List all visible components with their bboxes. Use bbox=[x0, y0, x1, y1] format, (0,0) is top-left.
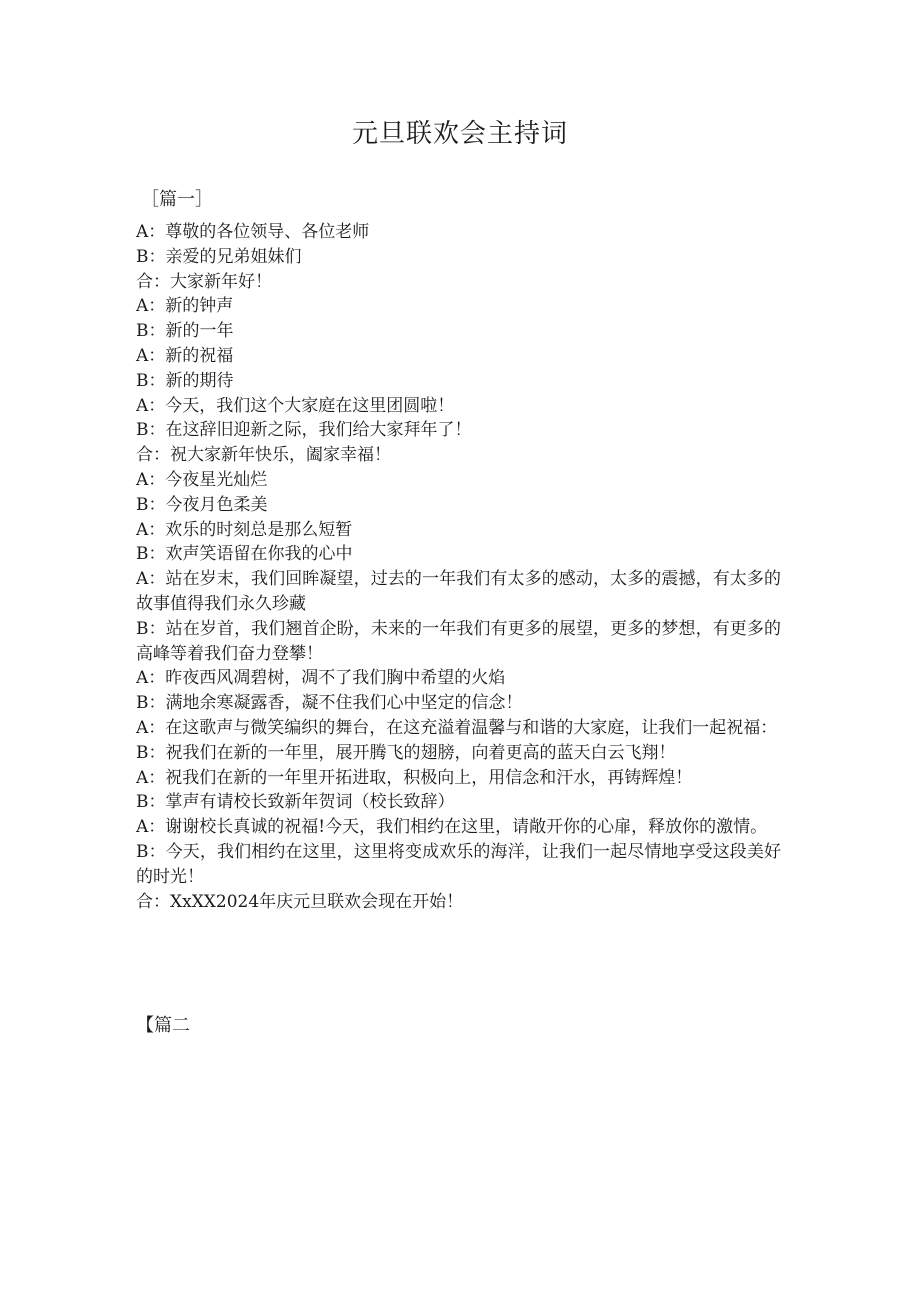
dialogue-line bbox=[136, 617, 781, 667]
line-text: 在这辞旧迎新之际，我们给大家拜年了！ bbox=[165, 420, 472, 441]
line-text: 欢乐的时刻总是那么短暂 bbox=[165, 519, 353, 540]
line-text: 尊敬的各位领导、各位老师 bbox=[165, 222, 370, 242]
speaker-label: A： bbox=[136, 817, 166, 838]
line-text: 今夜星光灿烂 bbox=[165, 469, 268, 490]
line-text: 新的祝福 bbox=[165, 345, 234, 366]
line-text: 欢声笑语留在你我的心中 bbox=[165, 544, 353, 565]
line-text: 站在岁首，我们翘首企盼，未来的一年我们有更多的展望，更多的梦想，有更多的高峰等着我们奋力登攀！ bbox=[136, 618, 781, 664]
line-text: 站在岁末，我们回眸凝望，过去的一年我们有太多的感动，太多的震撼，有太多的故事值得我们永久珍藏 bbox=[136, 569, 782, 614]
line-text: 今天，我们这个大家庭在这里团圆啦！ bbox=[165, 395, 455, 416]
dialogue-line bbox=[136, 815, 781, 840]
line-text: 谢谢校长真诚的祝福!今天，我们相约在这里，请敞开你的心扉，释放你的激情。 bbox=[165, 817, 768, 838]
line-text: 今夜月色柔美 bbox=[165, 494, 268, 515]
line-text: 新的钟声 bbox=[165, 296, 234, 317]
speaker-label: A： bbox=[136, 767, 166, 788]
dialogue-line bbox=[136, 394, 781, 419]
speaker-label: B： bbox=[136, 420, 166, 441]
section-one-heading: ［篇一］ bbox=[141, 189, 213, 210]
speaker-label: A： bbox=[136, 222, 166, 242]
dialogue-line bbox=[136, 344, 781, 369]
dialogue-line bbox=[136, 418, 781, 443]
dialogue-line bbox=[136, 220, 781, 245]
speaker-label: A： bbox=[136, 395, 166, 416]
dialogue-line bbox=[136, 567, 781, 617]
document-title: 元旦联欢会主持词 bbox=[351, 119, 568, 149]
line-text: 在这歌声与微笑编织的舞台，在这充溢着温馨与和谐的大家庭，让我们一起祝福： bbox=[165, 717, 778, 738]
dialogue-line bbox=[136, 443, 781, 468]
speaker-label: A： bbox=[136, 296, 166, 317]
line-text: 祝我们在新的一年里，展开腾飞的翅膀，向着更高的蓝天白云飞翔！ bbox=[165, 742, 676, 763]
speaker-label: B： bbox=[136, 742, 166, 763]
speaker-label: B： bbox=[136, 494, 166, 515]
dialogue-line bbox=[136, 716, 781, 741]
dialogue-line bbox=[136, 790, 781, 815]
line-text: 祝大家新年快乐，阖家幸福！ bbox=[170, 445, 391, 466]
dialogue-line bbox=[136, 890, 781, 915]
line-text: 祝我们在新的一年里开拓进取，积极向上，用信念和汗水，再铸辉煌！ bbox=[165, 767, 693, 788]
line-text: XxXX2024年庆元旦联欢会现在开始！ bbox=[170, 891, 464, 912]
dialogue-list bbox=[136, 220, 781, 914]
speaker-label: A： bbox=[136, 345, 166, 366]
dialogue-line bbox=[136, 468, 781, 493]
dialogue-line bbox=[136, 518, 781, 543]
line-text: 今天，我们相约在这里，这里将变成欢乐的海洋，让我们一起尽情地享受这段美好的时光！ bbox=[136, 841, 781, 887]
dialogue-line bbox=[136, 270, 781, 295]
line-text: 昨夜西风凋碧树，凋不了我们胸中希望的火焰 bbox=[165, 668, 506, 689]
dialogue-line bbox=[136, 493, 781, 518]
dialogue-line bbox=[136, 741, 781, 766]
dialogue-line bbox=[136, 542, 781, 567]
speaker-label: B： bbox=[136, 841, 166, 862]
line-text: 新的期待 bbox=[165, 370, 234, 391]
speaker-label: A： bbox=[136, 569, 166, 590]
section-two-heading: 【篇二 bbox=[136, 1015, 190, 1036]
line-text: 满地余寒凝露香，凝不住我们心中坚定的信念！ bbox=[165, 693, 523, 714]
speaker-label: A： bbox=[136, 668, 166, 689]
speaker-label: B： bbox=[136, 693, 166, 714]
dialogue-line bbox=[136, 294, 781, 319]
speaker-label: A： bbox=[136, 519, 166, 540]
line-text: 新的一年 bbox=[165, 321, 234, 342]
speaker-label: 合： bbox=[136, 271, 170, 292]
speaker-label: B： bbox=[136, 321, 166, 342]
speaker-label: B： bbox=[136, 544, 166, 565]
line-text: 大家新年好！ bbox=[170, 271, 272, 292]
speaker-label: B： bbox=[136, 792, 166, 813]
dialogue-line bbox=[136, 319, 781, 344]
dialogue-line bbox=[136, 245, 781, 270]
dialogue-line bbox=[136, 666, 781, 691]
speaker-label: B： bbox=[136, 370, 166, 391]
dialogue-line bbox=[136, 369, 781, 394]
speaker-label: 合： bbox=[136, 891, 170, 912]
speaker-label: B： bbox=[136, 246, 166, 267]
line-text: 亲爱的兄弟姐妹们 bbox=[165, 246, 302, 267]
dialogue-line bbox=[136, 766, 781, 791]
speaker-label: A： bbox=[136, 469, 166, 490]
speaker-label: B： bbox=[136, 618, 166, 639]
speaker-label: A： bbox=[136, 717, 166, 738]
dialogue-line bbox=[136, 691, 781, 716]
dialogue-line bbox=[136, 840, 781, 890]
speaker-label: 合： bbox=[136, 445, 170, 466]
line-text: 掌声有请校长致新年贺词（校长致辞） bbox=[165, 792, 455, 813]
